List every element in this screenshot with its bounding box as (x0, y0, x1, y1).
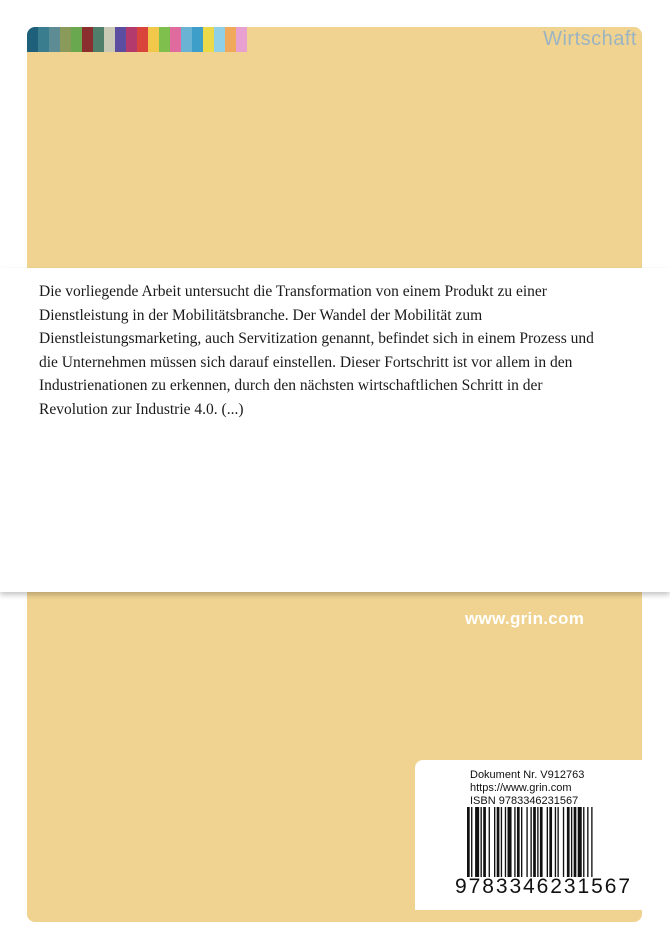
color-stripe (181, 27, 192, 52)
barcode-bar (483, 807, 486, 877)
barcode-bar (587, 807, 588, 877)
color-stripe (192, 27, 203, 52)
barcode-digit: 6 (604, 875, 617, 898)
barcode-bar (494, 807, 495, 877)
barcode-digit: 5 (591, 875, 603, 898)
publisher-url: www.grin.com (465, 609, 585, 628)
document-number: Dokument Nr. V912763 (470, 769, 585, 781)
barcode-bar (567, 807, 570, 877)
barcode-digit: 7 (618, 875, 630, 898)
barcode-bar (549, 807, 552, 877)
isbn-number: ISBN 9783346231567 (470, 795, 579, 807)
blurb-text: Die vorliegende Arbeit untersucht die Transformation von einem Produkt zu einer Dienstleistung in der Mobilitätsbranche. Der Wandel der Mobilität zum Dienstleistungsmarketing, auch Servitization genannt, befindet sich in einem Prozess und die Unternehmen müssen sich darauf einstellen. Dieser Fortschritt ist vor allem in den Industrienationen zu erkennen, durch den nächsten wirtschaftlichen Schritt in der Revolution zur Industrie 4.0. (...) (39, 283, 594, 418)
barcode-bar (574, 807, 577, 877)
barcode-bar (475, 807, 479, 877)
color-stripe (104, 27, 115, 52)
color-stripe (60, 27, 71, 52)
color-stripe (137, 27, 148, 52)
barcode-digit: 6 (536, 875, 549, 898)
barcode-bar (547, 807, 548, 877)
barcode-bar (501, 807, 502, 877)
barcode-digit: 3 (563, 875, 576, 898)
color-stripes (27, 27, 247, 52)
barcode-bar (471, 807, 472, 877)
color-stripe (49, 27, 60, 52)
barcode-digits (455, 875, 630, 899)
barcode-bar (526, 807, 527, 877)
barcode-bar (521, 807, 522, 877)
barcode-bar (497, 807, 500, 877)
barcode-bar (591, 807, 592, 877)
barcode (467, 807, 629, 877)
barcode-bar (563, 807, 564, 877)
barcode-bar (578, 807, 582, 877)
color-stripe (126, 27, 137, 52)
barcode-bar (555, 807, 556, 877)
barcode-digit: 2 (550, 875, 562, 898)
barcode-digit: 4 (523, 875, 535, 898)
barcode-bar (530, 807, 531, 877)
barcode-bar (557, 807, 558, 877)
barcode-bar (583, 807, 584, 877)
publisher-website: https://www.grin.com (470, 782, 572, 794)
color-stripe (214, 27, 225, 52)
color-stripe (203, 27, 214, 52)
barcode-bar (533, 807, 536, 877)
barcode-bar (481, 807, 482, 877)
barcode-bar (571, 807, 572, 877)
barcode-bar (517, 807, 520, 877)
barcode-bar (537, 807, 538, 877)
barcode-bar (514, 807, 515, 877)
barcode-digit: 8 (482, 875, 494, 898)
color-stripe (93, 27, 104, 52)
barcode-bar (505, 807, 506, 877)
barcode-bar (540, 807, 543, 877)
color-stripe (148, 27, 159, 52)
color-stripe (159, 27, 170, 52)
color-stripe (38, 27, 49, 52)
barcode-bar (508, 807, 512, 877)
barcode-digit: 7 (468, 875, 481, 898)
barcode-digit: 1 (577, 875, 590, 898)
barcode-bar (467, 807, 470, 877)
color-stripe (236, 27, 247, 52)
color-stripe (27, 27, 38, 52)
document-info-box (415, 760, 643, 910)
category-label: Wirtschaft (543, 28, 637, 50)
color-stripe (82, 27, 93, 52)
color-stripe (170, 27, 181, 52)
barcode-digit: 3 (495, 875, 508, 898)
color-stripe (71, 27, 82, 52)
barcode-digit: 9 (455, 875, 467, 898)
barcode-digit: 3 (509, 875, 522, 898)
color-stripe (225, 27, 236, 52)
barcode-bar (489, 807, 490, 877)
blurb-panel (0, 268, 670, 592)
color-stripe (115, 27, 126, 52)
